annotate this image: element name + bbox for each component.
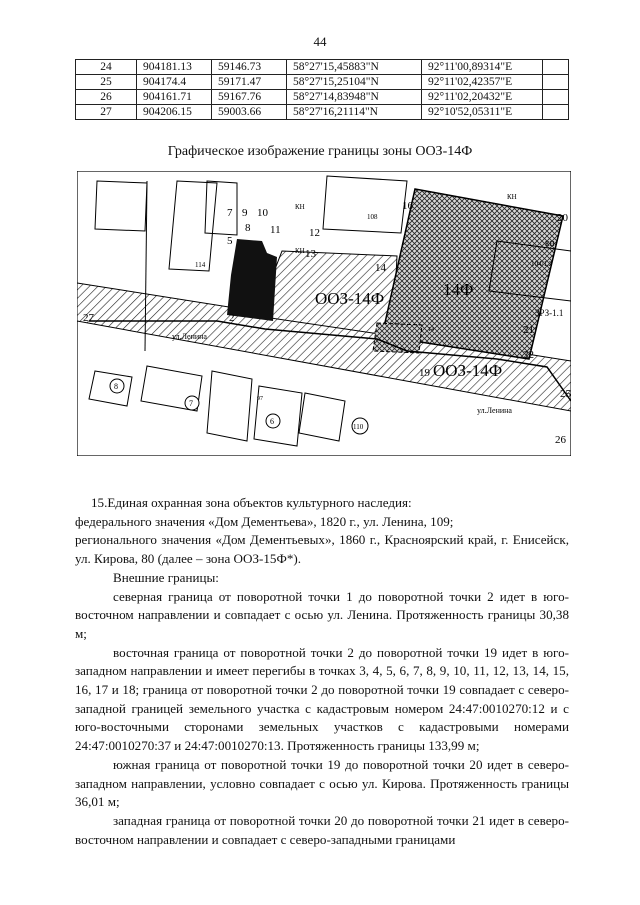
paragraph: регионального значения «Дом Дементьевых», 1860 г., Красноярский край, г. Енисейск, ул. Кирова, 80 (далее – зона ООЗ-15Ф*). xyxy=(75,532,569,567)
table-cell: 904174.4 xyxy=(137,75,212,90)
table-cell xyxy=(543,75,569,90)
table-cell: 58°27'16,21114"N xyxy=(287,105,422,120)
figure-caption: Графическое изображение границы зоны ООЗ-14Ф xyxy=(167,144,473,159)
zone-label: ЗРЗ-1.1 xyxy=(535,308,564,318)
table-cell: 92°11'02,20432"E xyxy=(422,90,543,105)
paragraph: западная граница от поворотной точки 20 до поворотной точки 21 идет в северо-восточном направлении и совпадает с северо-западными границами xyxy=(75,812,569,847)
point-label: 25 xyxy=(560,388,571,400)
table-cell: 58°27'15,25104"N xyxy=(287,75,422,90)
table-row xyxy=(76,90,569,105)
zone-label: 14Ф xyxy=(443,280,474,299)
table-cell: 24 xyxy=(76,60,137,75)
point-label: 7 xyxy=(227,207,233,219)
street-label: ул.Ленина xyxy=(172,332,207,341)
table-cell xyxy=(543,105,569,120)
marker-label: 6 xyxy=(270,417,274,426)
paragraph: южная граница от поворотной точки 19 до поворотной точки 20 идет в северо-западном направлении, условно совпадает с осью ул. Кирова. Протяженность границы 36,01 м; xyxy=(75,756,569,810)
point-label: 9 xyxy=(242,207,248,219)
paragraph: восточная граница от поворотной точки 2 до поворотной точки 19 идет в юго-западном направлении и имеет перегибы в точках 3, 4, 5, 6, 7, 8, 9, 10, 11, 12, 13, 14, 15, 16, 17 и 18; граница от поворотной точки 2 до поворотной точки 19 совпадает с северо-западной границей земельного участка с кадастровым номером 24:47:0010270:12 и с юго-восточными сторонами земельных участков с кадастровыми номерами 24:47:0010270:37 и 24:47:0010270:13. Протяженность границы 133,99 м; xyxy=(75,644,569,754)
zone-label: ООЗ-14Ф xyxy=(315,289,385,308)
table-cell: 904206.15 xyxy=(137,105,212,120)
point-label: 2 xyxy=(229,312,235,324)
point-label: 26 xyxy=(555,434,566,446)
building-label: КН xyxy=(295,247,305,255)
table-cell: 59167.76 xyxy=(212,90,287,105)
point-label: 16 xyxy=(402,200,413,212)
paragraph: северная граница от поворотной точки 1 до поворотной точки 2 идет в юго-восточном направлении и совпадает с осью ул. Ленина. Протяженность границы 30,38 м; xyxy=(75,588,569,641)
table-cell: 58°27'14,83948"N xyxy=(287,90,422,105)
point-label: 8 xyxy=(245,222,251,234)
marker-label: 97 xyxy=(257,396,263,402)
building-number: 114 xyxy=(195,261,206,269)
point-label: 5 xyxy=(227,235,233,247)
point-label: 10 xyxy=(257,207,268,219)
table-cell: 59146.73 xyxy=(212,60,287,75)
building-number: 104/1,2 xyxy=(531,260,553,268)
point-label: 11 xyxy=(270,224,281,236)
marker-label: 7 xyxy=(189,399,193,408)
page-number: 44 xyxy=(313,34,327,49)
table-cell: 26 xyxy=(76,90,137,105)
table-cell: 27 xyxy=(76,105,137,120)
point-label: 22 xyxy=(523,349,534,361)
zone-plot-area xyxy=(373,323,422,353)
building-label: КН xyxy=(295,203,305,211)
point-label: 12 xyxy=(309,227,320,239)
paragraph: федерального значения «Дом Дементьева», 1820 г., ул. Ленина, 109; xyxy=(75,513,454,529)
table-cell: 92°10'52,05311"E xyxy=(422,105,543,120)
paragraph: 15.Единая охранная зона объектов культурного наследия: xyxy=(91,495,412,510)
table-row xyxy=(76,105,569,120)
table-row xyxy=(76,60,569,75)
table-cell: 25 xyxy=(76,75,137,90)
street-label: ул.Ленина xyxy=(477,406,512,415)
body-text xyxy=(75,494,569,849)
point-label: 13 xyxy=(305,248,316,260)
table-cell: 904161.71 xyxy=(137,90,212,105)
marker-label: 8 xyxy=(114,382,118,391)
zone-label: ООЗ-14Ф xyxy=(433,361,503,380)
point-label: 20 xyxy=(557,212,568,224)
table-cell: 92°11'02,42357"E xyxy=(422,75,543,90)
table-cell: 59003.66 xyxy=(212,105,287,120)
coordinate-table xyxy=(75,59,569,120)
zone-map xyxy=(77,171,571,456)
building-label: КН xyxy=(545,240,555,248)
point-label: 19 xyxy=(419,367,430,379)
marker-label: 14 xyxy=(428,327,434,333)
table-cell xyxy=(543,60,569,75)
table-row xyxy=(76,75,569,90)
table-cell: 58°27'15,45883"N xyxy=(287,60,422,75)
marker-label: 110 xyxy=(353,423,364,431)
table-cell: 92°11'00,89314"E xyxy=(422,60,543,75)
point-label: 21 xyxy=(523,324,534,336)
building-label: КН xyxy=(507,193,517,201)
point-label: 27 xyxy=(83,312,94,324)
building-number: 108 xyxy=(367,213,378,221)
table-cell xyxy=(543,90,569,105)
table-cell: 59171.47 xyxy=(212,75,287,90)
point-label: 14 xyxy=(375,262,386,274)
table-cell: 904181.13 xyxy=(137,60,212,75)
paragraph: Внешние границы: xyxy=(113,569,219,585)
